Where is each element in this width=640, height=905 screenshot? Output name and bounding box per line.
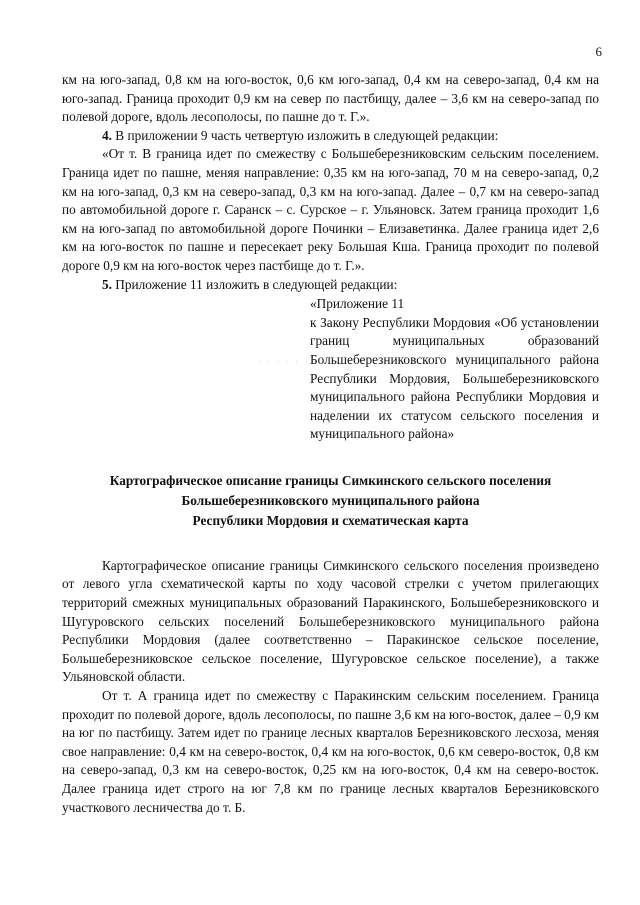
appendix-text: к Закону Республики Мордовия «Об установлении границ муниципальных образований Большеберезниковского муниципального района Республики Мордовия, Большеберезниковского муниципального района Республики Мордовия и наделении их статусом сельского поселения и муниципального района» [310, 314, 599, 442]
paragraph-item-5 [62, 276, 599, 295]
paragraph-description-point-a: От т. А граница идет по смежеству с Паракинским сельским поселением. Граница проходит по полевой дороге, вдоль лесополосы, по пашне 3,6 км на юго-восток, далее – 0,9 км на юг по пастбищу. Затем идет по границе лесных кварталов Березниковского лесхоза, меняя свое направление: 0,4 км на северо-восток, 0,4 км на юго-восток, 0,6 км северо-восток, 0,8 км на северо-запад, 0,3 км на северо-восток, 0,25 км на юго-восток, 0,4 км на северо-восток. Далее граница идет строго на юг 7,8 км по границе лесных кварталов Березниковского участкового лесничества до т. Б. [62, 688, 599, 815]
heading-line-2: Большеберезниковского муниципального района [181, 492, 480, 508]
document-body [62, 71, 599, 817]
page-number: 6 [595, 44, 602, 59]
appendix-title: «Приложение 11 [310, 296, 405, 312]
heading-line-1: Картографическое описание границы Симкинского сельского поселения [109, 472, 552, 488]
item-number-5: 5. [102, 276, 112, 292]
paragraph-quoted-boundary: «От т. В граница идет по смежеству с Большеберезниковским сельским поселением. Граница идет по пашне, меняя направление: 0,35 км на юго-запад, 70 м на северо-запад, 0,2 км на юго-запад, 0,3 км на северо-запад, 0,3 км на юго-запад. Далее – 0,7 км на северо-запад по автомобильной дороге г. Саранск – с. Сурское – г. Ульяновск. Затем граница проходит 1,6 км на юго-запад по автомобильной дороге Починки – Елизаветинка. Далее граница идет 2,6 км на юго-восток по пашне и пересекает реку Большая Кша. Граница проходит по полевой дороге 0,9 км на юго-восток через пастбище до т. Г.». [62, 146, 599, 273]
paragraph-item-4 [62, 127, 599, 146]
item-number-4: 4. [102, 127, 112, 143]
item-5-text: Приложение 11 изложить в следующей редакции: [111, 276, 398, 292]
scan-artifact-dots: · · · · · · · [258, 357, 319, 367]
appendix-reference [310, 295, 599, 444]
section-heading [62, 471, 599, 531]
description-body [62, 557, 599, 817]
item-4-text: В приложении 9 часть четвертую изложить в следующей редакции: [111, 127, 499, 143]
heading-line-3: Республики Мордовия и схематическая карта [192, 512, 469, 528]
paragraph-description-intro: Картографическое описание границы Симкинского сельского поселения произведено от левого угла схематической карты по ходу часовой стрелки с учетом прилегающих территорий смежных муниципальных образований Паракинского, Большеберезниковского и Шугуровского сельских поселений Большеберезниковского муниципального района Республики Мордовия (далее соответственно – Паракинское сельское поселение, Большеберезниковское сельское поселение, Шугуровское сельское поселение), а также Ульяновской области. [62, 557, 599, 685]
paragraph-continuation: км на юго-запад, 0,8 км на юго-восток, 0,6 км юго-запад, 0,4 км на северо-запад, 0,4 км на юго-запад. Граница проходит 0,9 км на север по пастбищу, далее – 3,6 км на северо-запад по полевой дороге, вдоль лесополосы, по пашне до т. Г.». [62, 72, 599, 125]
